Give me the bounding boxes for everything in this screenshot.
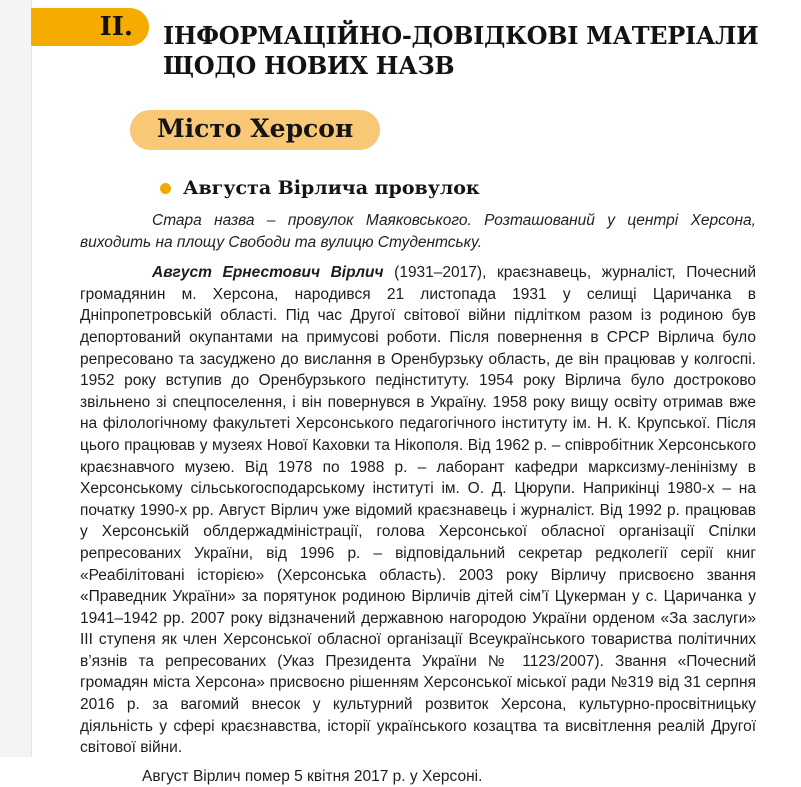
death-note: Август Вірлич помер 5 квітня 2017 р. у Херсоні. [142,767,483,785]
street-title: Августа Вірлича провулок [183,177,480,199]
page-title-line2: ЩОДО НОВИХ НАЗВ [163,51,455,81]
city-badge: Місто Херсон [130,110,380,150]
old-name-note: Стара назва – провулок Маяковського. Розташований у центрі Херсона, виходить на площу Свободи та вулицю Студентську. [80,212,756,251]
page-content [0,70,801,787]
bullet-icon [160,183,171,194]
street-entry-heading [160,177,801,199]
biography-text: (1931–2017), краєзнавець, журналіст, Почесний громадянин м. Херсона, народився 21 листопада 1931 у селищі Царичанка в Дніпропетровській області. Під час Другої світової війни підлітком разом із родиною був депортований окупантами на примусові роботи. Після повернення в СРСР Вірлича було репресовано та засуджено до вислання в Оренбурзьку область, де він працював у колгоспі. 1952 року вступив до Оренбурзького педінституту. 1954 року Вірлича було достроково звільнено зі спецпоселення, і він повернувся в Україну. 1958 року вищу освіту отримав вже на філологічному факультеті Херсонського педагогічного інституту ім. Н. К. Крупської. Після цього працював у музеях Нової Каховки та Нікополя. Від 1962 р. – співробітник Херсонського краєзнавчого музею. Від 1978 по 1988 р. – лаборант кафедри марксизму-ленінізму в Херсонському сільськогосподарському інституті ім. О. Д. Цюрупи. Наприкінці 1980-х – на початку 1990-х рр. Август Вірлич уже відомий краєзнавець і журналіст. Від 1992 р. працював у Херсонській облдержадміністрації, голова Херсонської обласної організації Спілки репресованих України, від 1996 р. – відповідальний секретар редколегії серії книг «Реабілітовані історією» (Херсонська область). 2003 року Вірличу присвоєно звання «Праведник України» за порятунок родиною Вірличів дітей сім’ї Цукерман у с. Царичанка у 1941–1942 рр. 2007 року відзначений державною нагородою України орденом «За заслуги» III ступеня як член Херсонської обласної організації Всеукраїнського товариства політичних в’язнів та репресованих (Указ Президента України № 1123/2007). Звання «Почесний громадян міста Херсона» присвоєно рішенням Херсонської міської ради №319 від 31 серпня 2016 р. за вагомий внесок у культурний розвиток Херсона, культурно-просвітницьку діяльність у сфері краєзнавства, історії українського козацтва та висвітлення реалій Другої світової війни. [80,264,756,757]
section-number-tab [31,8,149,46]
page-title-line1: ІНФОРМАЦІЙНО-ДОВІДКОВІ МАТЕРІАЛИ [163,21,759,51]
section-number: II. [99,12,133,42]
biography-paragraph [80,262,756,759]
biography-lead-name: Август Ернестович Вірлич [152,264,384,282]
